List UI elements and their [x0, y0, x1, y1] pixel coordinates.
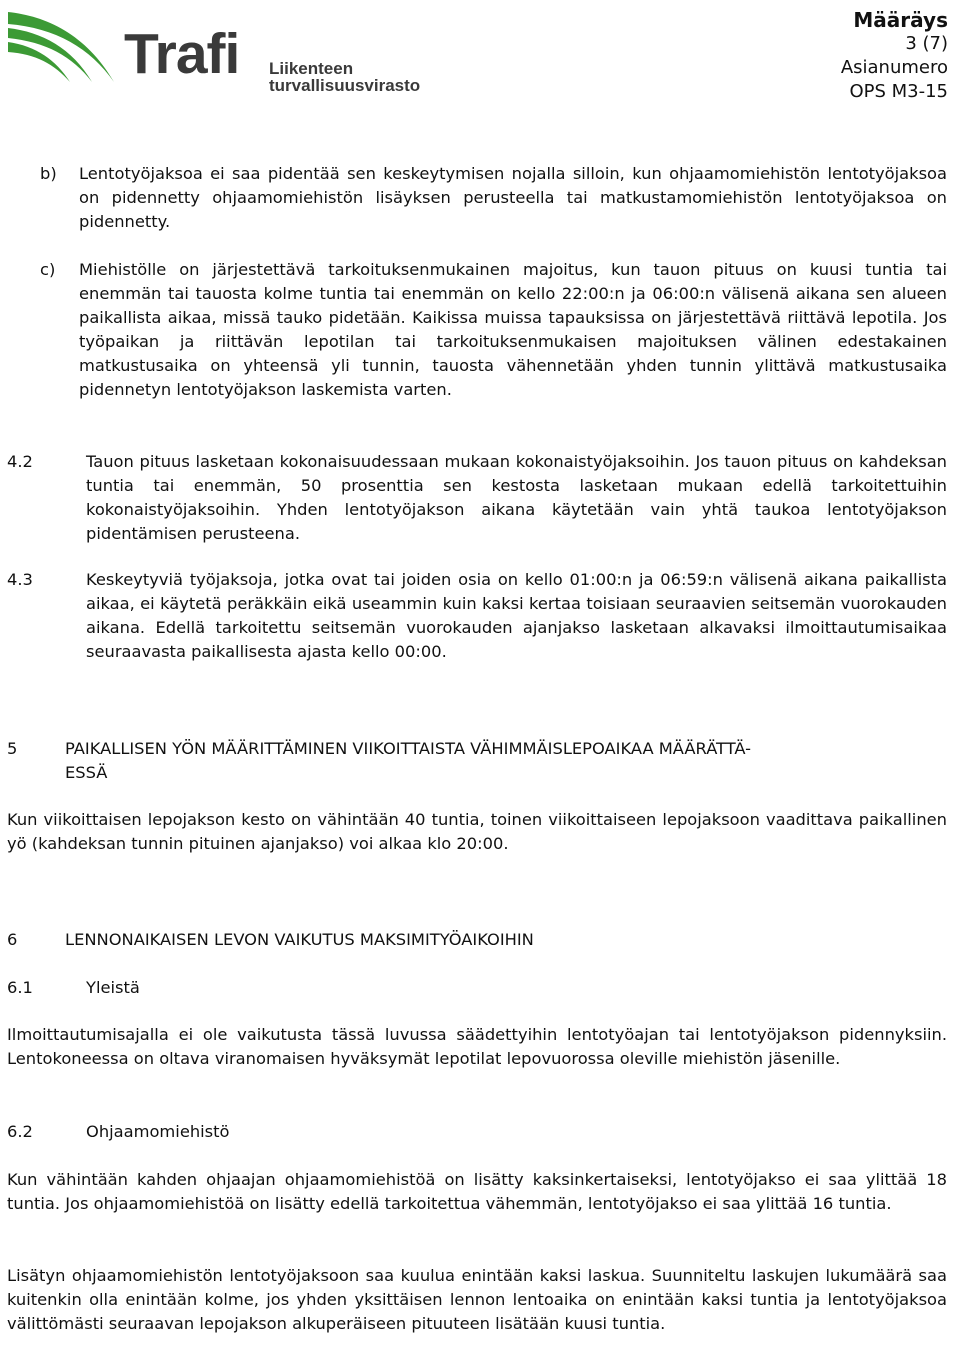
section-6-1-number: 6.1	[7, 978, 33, 997]
reference-value: OPS M3-15	[849, 81, 948, 102]
section-4-3-text: Keskeytyviä työjaksoja, jotka ovat tai joiden osia on kello 01:00:n ja 06:59:n välisenä aikana paikallista aikaa, ei käytetä peräkkäin eikä useammin kuin kaksi kertaa toisiaan seuraavien seitsemän vuorokauden aikana. Edellä tarkoitettu seitsemän vuorokauden ajanjakso lasketaan alkavaksi ilmoittautumisaikaa seuraavasta paikallisesta ajasta kello 00:00.	[86, 570, 947, 661]
document-header-meta	[841, 8, 948, 104]
item-b-text: Lentotyöjaksoa ei saa pidentää sen keskeytymisen nojalla silloin, kun ohjaamomiehistön lentotyöjaksoa on pidennetty ohjaamomiehistön lisäyksen perusteella tai matkustamomiehistön lentotyöjaksoa on pidennetty.	[79, 164, 947, 231]
document-type: Määräys	[853, 8, 948, 32]
reference-label: Asianumero	[840, 57, 948, 78]
section-5-title-line-2: ESSÄ	[65, 763, 108, 782]
trafi-swoosh-icon	[6, 4, 126, 84]
item-c-text: Miehistölle on järjestettävä tarkoituksenmukainen majoitus, kun tauon pituus on kuusi tuntia tai enemmän tai tauosta kolme tuntia tai enemmän on kello 22:00:n ja 06:00:n välisenä aikana sen alueen paikallista aikaa, missä tauko pidetään. Kaikissa muissa tapauksissa on järjestettävä riittävä lepotila. Jos työpaikan ja riittävän lepotilan tai tarkoituksenmukaisen majoituksen välinen edestakainen matkustusaika on yhteensä yli tunnin, tauosta vähennetään yhden tunnin ylittävä matkustusaika pidennetyn lentotyöjakson laskemista varten.	[79, 260, 947, 399]
trafi-logo	[6, 4, 506, 95]
logo-subtitle: Liikenteen turvallisuusvirasto	[269, 59, 421, 95]
section-6-2-number: 6.2	[7, 1122, 33, 1141]
page-number: 3 (7)	[905, 33, 948, 54]
section-4-3-number: 4.3	[7, 570, 33, 589]
section-6-1-title: Yleistä	[86, 978, 140, 997]
section-4-2-number: 4.2	[7, 452, 33, 471]
section-6-title: LENNONAIKAISEN LEVON VAIKUTUS MAKSIMITYÖAIKOIHIN	[65, 930, 534, 949]
section-5-number: 5	[7, 739, 18, 758]
section-6-number: 6	[7, 930, 18, 949]
item-b-label: b)	[40, 164, 57, 183]
section-5-title-line-1: PAIKALLISEN YÖN MÄÄRITTÄMINEN VIIKOITTAISTA VÄHIMMÄISLEPOAIKAA MÄÄRÄTTÄ-	[65, 739, 752, 758]
section-6-2-title: Ohjaamomiehistö	[86, 1122, 230, 1141]
logo-name: Trafi	[124, 22, 240, 86]
item-c-label: c)	[40, 260, 56, 279]
section-6-2-paragraph-1: Kun vähintään kahden ohjaajan ohjaamomiehistöä on lisätty kaksinkertaiseksi, lentotyöjakso ei saa ylittää 18 tuntia. Jos ohjaamomiehistöä on lisätty edellä tarkoitettua vähemmän, lentotyöjakso ei saa ylittää 16 tuntia.	[7, 1170, 947, 1213]
section-6-2-paragraph-2: Lisätyn ohjaamomiehistön lentotyöjaksoon saa kuulua enintään kaksi laskua. Suunniteltu laskujen lukumäärä saa kuitenkin olla enintään kolme, jos yhden yksittäisen lennon lentoaika on enintään kaksi tuntia ja lentotyöjaksoa välittömästi seuraavan lepojakson alkuperäiseen pituuteen lisätään kuusi tuntia.	[7, 1266, 947, 1333]
section-6-1-text: Ilmoittautumisajalla ei ole vaikutusta tässä luvussa säädettyihin lentotyöajan tai lentotyöjakson pidennyksiin. Lentokoneessa on oltava viranomaisen hyväksymät lepotilat lepovuorossa oleville miehistön jäsenille.	[7, 1025, 947, 1068]
section-5-text: Kun viikoittaisen lepojakson kesto on vähintään 40 tuntia, toinen viikoittaiseen lepojaksoon vaadittava paikallinen yö (kahdeksan tunnin pituinen ajanjakso) voi alkaa klo 20:00.	[7, 810, 947, 853]
section-4-2-text: Tauon pituus lasketaan kokonaisuudessaan mukaan kokonaistyöjaksoihin. Jos tauon pituus on kahdeksan tuntia tai enemmän, 50 prosenttia sen kestosta lasketaan mukaan edellä tarkoitettuihin kokonaistyöjaksoihin. Yhden lentotyöjakson aikana käytetään vain yhtä taukoa lentotyöjakson pidentämisen perusteena.	[86, 452, 947, 543]
